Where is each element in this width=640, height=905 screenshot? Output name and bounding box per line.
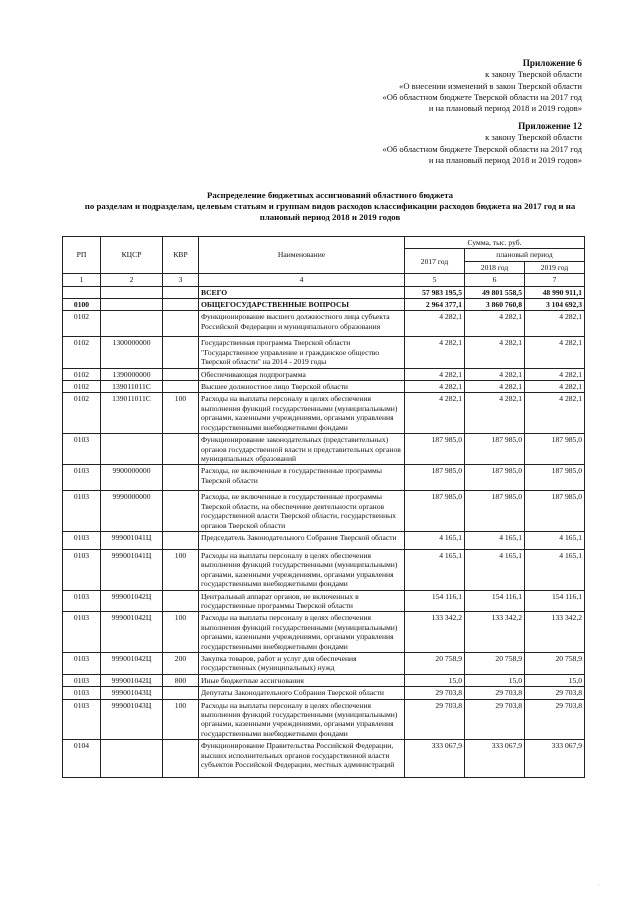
cell-kcsr: 999001042Ц: [101, 590, 163, 612]
cell-rp: 0102: [63, 393, 101, 434]
table-row: [63, 740, 585, 778]
cell-2018: 187 985,0: [465, 434, 525, 465]
table-row: [63, 368, 585, 380]
cell-name: Функционирование Правительства Российской Федерации, высших исполнительных органов государственной власти субъектов Российской Федерации, местных администраций: [199, 740, 405, 778]
table-row: [63, 590, 585, 612]
cell-2019: 4 165,1: [525, 531, 585, 549]
appendix-6-line: к закону Тверской области: [485, 69, 582, 80]
cell-2018: 20 758,9: [465, 653, 525, 675]
cell-kcsr: 999001042Ц: [101, 653, 163, 675]
cell-kcsr: 999001041Ц: [101, 549, 163, 590]
cell-2019: 4 282,1: [525, 311, 585, 337]
cell-2018: 154 116,1: [465, 590, 525, 612]
cell-2019: 333 067,9: [525, 740, 585, 778]
table-body: [63, 286, 585, 778]
cell-rp: 0103: [63, 590, 101, 612]
cell-kvr: [163, 434, 199, 465]
cell-kcsr: 999001042Ц: [101, 612, 163, 653]
cell-2019: 48 990 911,1: [525, 286, 585, 298]
table-row: [63, 286, 585, 298]
cell-rp: 0103: [63, 465, 101, 491]
cell-2018: 4 282,1: [465, 337, 525, 368]
cell-kvr: [163, 368, 199, 380]
cell-kcsr: [101, 434, 163, 465]
cell-2017: 4 282,1: [405, 393, 465, 434]
cell-rp: 0103: [63, 674, 101, 686]
cell-2019: 4 282,1: [525, 393, 585, 434]
table-row: [63, 491, 585, 532]
colnum: 5: [405, 274, 465, 286]
cell-name: Расходы на выплаты персоналу в целях обеспечения выполнения функций государственными (муниципальными) органами, казенными учреждениями, органами управления государственными внебюджетными фондами: [199, 699, 405, 740]
table-row: [63, 699, 585, 740]
cell-rp: 0103: [63, 491, 101, 532]
cell-2019: 3 104 692,3: [525, 299, 585, 311]
cell-kvr: [163, 337, 199, 368]
cell-2017: 29 703,8: [405, 687, 465, 699]
cell-kvr: 100: [163, 699, 199, 740]
cell-2018: 4 282,1: [465, 368, 525, 380]
cell-kcsr: 9990000000: [101, 491, 163, 532]
cell-2017: 187 985,0: [405, 491, 465, 532]
cell-2017: 154 116,1: [405, 590, 465, 612]
cell-kcsr: [101, 311, 163, 337]
cell-2019: 20 758,9: [525, 653, 585, 675]
appendix-6-line: «Об областном бюджете Тверской области на 2017 год: [382, 91, 582, 102]
cell-name: Иные бюджетные ассигнования: [199, 674, 405, 686]
cell-2018: 3 860 760,8: [465, 299, 525, 311]
cell-2019: 4 165,1: [525, 549, 585, 590]
table-row: [63, 337, 585, 368]
cell-name: Центральный аппарат органов, не включенных в государственные программы Тверской области: [199, 590, 405, 612]
cell-rp: 0103: [63, 653, 101, 675]
cell-2018: 29 703,8: [465, 687, 525, 699]
table-row: [63, 674, 585, 686]
cell-2017: 4 282,1: [405, 311, 465, 337]
cell-kvr: [163, 590, 199, 612]
table-row: [63, 687, 585, 699]
cell-name: Расходы на выплаты персоналу в целях обеспечения выполнения функций государственными (муниципальными) органами, казенными учреждениями, органами управления государственными внебюджетными фондами: [199, 612, 405, 653]
cell-kvr: [163, 687, 199, 699]
cell-name: Обеспечивающая подпрограмма: [199, 368, 405, 380]
cell-kvr: 100: [163, 393, 199, 434]
header-sum: Сумма, тыс. руб.: [405, 237, 585, 249]
cell-2019: 187 985,0: [525, 491, 585, 532]
cell-name: Расходы на выплаты персоналу в целях обеспечения выполнения функций государственными (муниципальными) органами, казенными учреждениями, органами управления государственными внебюджетными фондами: [199, 393, 405, 434]
cell-kvr: [163, 299, 199, 311]
header-rp: РП: [63, 237, 101, 274]
cell-kvr: [163, 740, 199, 778]
cell-kvr: 200: [163, 653, 199, 675]
table-row: [63, 311, 585, 337]
colnum: 4: [199, 274, 405, 286]
cell-kvr: 100: [163, 549, 199, 590]
cell-name: ВСЕГО: [199, 286, 405, 298]
colnum: 6: [465, 274, 525, 286]
cell-rp: 0104: [63, 740, 101, 778]
cell-2017: 57 983 195,5: [405, 286, 465, 298]
cell-2017: 15,0: [405, 674, 465, 686]
cell-2017: 2 964 377,1: [405, 299, 465, 311]
cell-2018: 49 801 558,5: [465, 286, 525, 298]
title-line: плановый период 2018 и 2019 годов: [259, 212, 401, 223]
appendix-12-line: «Об областном бюджете Тверской области на 2017 год: [382, 143, 582, 154]
cell-2019: 4 282,1: [525, 337, 585, 368]
header-kcsr: КЦСР: [101, 237, 163, 274]
cell-2017: 4 165,1: [405, 549, 465, 590]
cell-kcsr: 999001043Ц: [101, 687, 163, 699]
cell-2017: 20 758,9: [405, 653, 465, 675]
appendix-6-block: [382, 58, 582, 114]
cell-name: Функционирование законодательных (представительных) органов государственной власти и представительных органов муниципальных образований: [199, 434, 405, 465]
cell-name: Расходы, не включенные в государственные программы Тверской области, на обеспечение деятельности органов государственной власти Тверской области, государственных органов Тверской области: [199, 491, 405, 532]
document-title: [60, 190, 600, 224]
colnum: 2: [101, 274, 163, 286]
appendix-12-line: к закону Тверской области: [485, 132, 582, 143]
cell-2018: 133 342,2: [465, 612, 525, 653]
cell-2019: 187 985,0: [525, 465, 585, 491]
cell-name: Расходы, не включенные в государственные программы Тверской области: [199, 465, 405, 491]
table-row: [63, 612, 585, 653]
cell-rp: 0103: [63, 687, 101, 699]
cell-name: ОБЩЕГОСУДАРСТВЕННЫЕ ВОПРОСЫ: [199, 299, 405, 311]
cell-2017: 333 067,9: [405, 740, 465, 778]
title-line: по разделам и подразделам, целевым статьям и группам видов расходов классификации расходов бюджета на 2017 год и на: [84, 201, 576, 212]
cell-2019: 29 703,8: [525, 687, 585, 699]
cell-name: Закупка товаров, работ и услуг для обеспечения государственных (муниципальных) нужд: [199, 653, 405, 675]
cell-kcsr: [101, 286, 163, 298]
table-row: [63, 393, 585, 434]
cell-kcsr: 999001043Ц: [101, 699, 163, 740]
cell-kcsr: 9900000000: [101, 465, 163, 491]
cell-2017: 29 703,8: [405, 699, 465, 740]
cell-kcsr: [101, 740, 163, 778]
header-planned: плановый период: [465, 249, 585, 261]
cell-rp: 0103: [63, 699, 101, 740]
cell-kvr: [163, 491, 199, 532]
cell-rp: 0102: [63, 381, 101, 393]
appendix-12-line: и на плановый период 2018 и 2019 годов»: [428, 154, 582, 165]
cell-2017: 187 985,0: [405, 434, 465, 465]
cell-2018: 187 985,0: [465, 491, 525, 532]
cell-2018: 4 282,1: [465, 381, 525, 393]
cell-rp: 0103: [63, 612, 101, 653]
cell-2019: 4 282,1: [525, 368, 585, 380]
cell-name: Расходы на выплаты персоналу в целях обеспечения выполнения функций государственными (муниципальными) органами, казенными учреждениями, органами управления государственными внебюджетными фондами: [199, 549, 405, 590]
colnum: 1: [63, 274, 101, 286]
cell-kvr: [163, 381, 199, 393]
cell-kvr: [163, 311, 199, 337]
cell-2019: 187 985,0: [525, 434, 585, 465]
appendix-12-heading: Приложение 12: [518, 121, 582, 131]
cell-rp: 0103: [63, 531, 101, 549]
cell-name: Государственная программа Тверской области "Государственное управление и гражданское общество Тверской области" на 2014 - 2019 годы: [199, 337, 405, 368]
cell-kvr: [163, 465, 199, 491]
header-kvr: КВР: [163, 237, 199, 274]
cell-2018: 333 067,9: [465, 740, 525, 778]
cell-kcsr: 1390000000: [101, 368, 163, 380]
budget-table: [62, 236, 585, 778]
cell-kvr: [163, 286, 199, 298]
cell-2019: 133 342,2: [525, 612, 585, 653]
cell-rp: 0102: [63, 311, 101, 337]
cell-rp: 0102: [63, 337, 101, 368]
appendix-12-block: [382, 121, 582, 166]
cell-kcsr: 139011011С: [101, 393, 163, 434]
table-row: [63, 381, 585, 393]
cell-name: Председатель Законодательного Собрания Тверской области: [199, 531, 405, 549]
cell-2017: 4 165,1: [405, 531, 465, 549]
table-row: [63, 549, 585, 590]
cell-2017: 4 282,1: [405, 337, 465, 368]
table-row: [63, 434, 585, 465]
title-line: Распределение бюджетных ассигнований областного бюджета: [206, 190, 454, 200]
colnum: 3: [163, 274, 199, 286]
table-row: [63, 653, 585, 675]
cell-rp: 0103: [63, 549, 101, 590]
cell-2018: 4 282,1: [465, 393, 525, 434]
cell-2017: 187 985,0: [405, 465, 465, 491]
cell-name: Функционирование высшего должностного лица субъекта Российской Федерации и муниципального образования: [199, 311, 405, 337]
cell-kvr: 800: [163, 674, 199, 686]
table-row: [63, 299, 585, 311]
cell-rp: 0103: [63, 434, 101, 465]
appendix-6-line: и на плановый период 2018 и 2019 годов»: [428, 103, 582, 114]
cell-2019: 154 116,1: [525, 590, 585, 612]
cell-2018: 15,0: [465, 674, 525, 686]
cell-2018: 187 985,0: [465, 465, 525, 491]
cell-2017: 133 342,2: [405, 612, 465, 653]
cell-rp: 0102: [63, 368, 101, 380]
cell-2019: 4 282,1: [525, 381, 585, 393]
cell-2017: 4 282,1: [405, 368, 465, 380]
cell-kcsr: [101, 299, 163, 311]
cell-kcsr: 999001042Ц: [101, 674, 163, 686]
cell-2018: 4 282,1: [465, 311, 525, 337]
cell-2018: 4 165,1: [465, 531, 525, 549]
header-2018: 2018 год: [465, 261, 525, 273]
cell-2019: 29 703,8: [525, 699, 585, 740]
table-row: [63, 531, 585, 549]
cell-2018: 29 703,8: [465, 699, 525, 740]
appendix-6-heading: Приложение 6: [522, 58, 582, 68]
cell-kcsr: 1300000000: [101, 337, 163, 368]
cell-kvr: 100: [163, 612, 199, 653]
cell-name: Депутаты Законодательного Собрания Тверской области: [199, 687, 405, 699]
header-2017: 2017 год: [405, 249, 465, 274]
header-name: Наименование: [199, 237, 405, 274]
cell-kcsr: 999001041Ц: [101, 531, 163, 549]
cell-2018: 4 165,1: [465, 549, 525, 590]
page-mark: ·: [598, 883, 600, 889]
colnum: 7: [525, 274, 585, 286]
cell-2019: 15,0: [525, 674, 585, 686]
cell-kcsr: 139011011С: [101, 381, 163, 393]
cell-rp: 0100: [63, 299, 101, 311]
cell-2017: 4 282,1: [405, 381, 465, 393]
table-row: [63, 465, 585, 491]
cell-name: Высшее должностное лицо Тверской области: [199, 381, 405, 393]
appendix-6-line: «О внесении изменений в закон Тверской области: [399, 80, 582, 91]
cell-kvr: [163, 531, 199, 549]
cell-rp: [63, 286, 101, 298]
header-2019: 2019 год: [525, 261, 585, 273]
